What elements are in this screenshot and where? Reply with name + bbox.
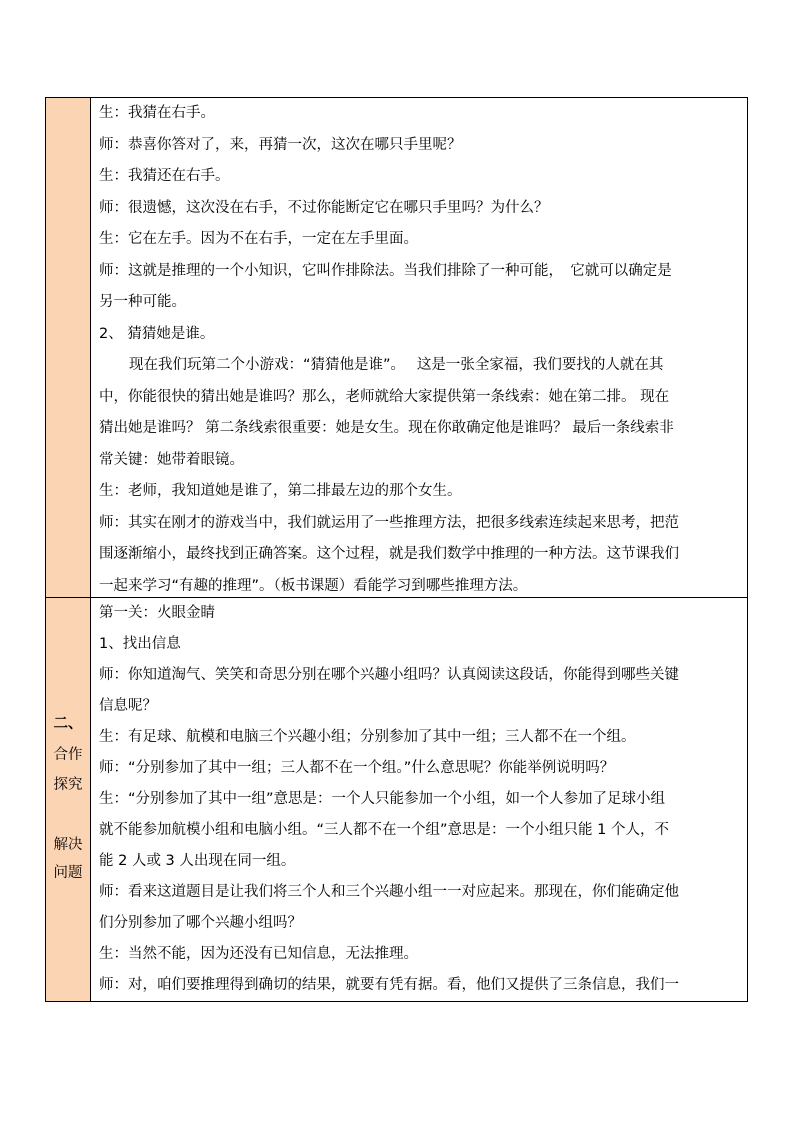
section2-content: [99, 598, 745, 1001]
text-line: 们分别参加了哪个兴趣小组吗？: [99, 915, 302, 931]
text-line: 第一关：火眼金睛: [99, 605, 215, 621]
section2-label-line1: 二、: [53, 716, 83, 732]
section1-side-cell: [46, 98, 91, 597]
text-line: 师：恭喜你答对了，来，再猜一次，这次在哪只手里呢？: [99, 136, 462, 153]
text-line: 生：老师，我知道她是谁了，第二排最左边的那个女生。: [99, 483, 462, 499]
text-line: 师：很遗憾，这次没在右手，不过你能断定它在哪只手里吗？为什么？: [99, 199, 549, 216]
section2-label-line4: 解决: [53, 837, 83, 853]
text-line: 另一种可能。: [99, 294, 186, 310]
section2-label-line3: 探究: [53, 777, 83, 793]
text-line: 生：我猜还在右手。: [99, 168, 230, 184]
section1-content: [99, 98, 745, 602]
text-line: 生：它在左手。因为不在右手，一定在左手里面。: [99, 231, 418, 247]
text-line: 师：其实在刚才的游戏当中，我们就运用了一些推理方法，把很多线索连续起来思考，把范: [99, 514, 679, 531]
text-line: 现在我们玩第二个小游戏：“猜猜他是谁”。 这是一张全家福，我们要找的人就在其: [129, 357, 664, 373]
text-line: 中，你能很快的猜出她是谁吗？那么，老师就给大家提供第一条线索：她在第二排。 现在: [99, 388, 670, 405]
text-line: 能 2 人或 3 人出现在同一组。: [99, 853, 296, 869]
text-line: 师：你知道淘气、笑笑和奇思分别在哪个兴趣小组吗？认真阅读这段话，你能得到哪些关键: [99, 667, 679, 683]
text-line: 1、找出信息: [99, 636, 181, 652]
text-line: 信息呢？: [99, 698, 157, 714]
text-line: 师：对，咱们要推理得到确切的结果，就要有凭有据。看，他们又提供了三条信息，我们一: [99, 977, 679, 993]
text-line: 生：我猜在右手。: [99, 105, 215, 121]
text-line: 师：“分别参加了其中一组；三人都不在一个组。”什么意思呢？你能举例说明吗？: [99, 760, 615, 776]
text-line: 生：有足球、航模和电脑三个兴趣小组；分别参加了其中一组；三人都不在一个组。: [99, 729, 636, 745]
section2-label-line5: 问题: [53, 865, 83, 881]
text-line: 师：看来这道题目是让我们将三个人和三个兴趣小组一一对应起来。那现在，你们能确定他: [99, 884, 679, 900]
section2-label-line2: 合作: [53, 747, 83, 763]
lesson-table: [45, 97, 748, 1002]
text-line: 常关键：她带着眼镜。: [99, 451, 244, 468]
text-line: 围逐渐缩小，最终找到正确答案。这个过程，就是我们数学中推理的一种方法。这节课我们: [99, 546, 679, 562]
text-line: 生：当然不能，因为还没有已知信息，无法推理。: [99, 946, 418, 962]
text-line: 猜出她是谁吗？ 第二条线索很重要：她是女生。现在你敢确定他是谁吗？ 最后一条线索非: [99, 420, 674, 436]
text-line: 一起来学习“有趣的推理”。（板书课题）看能学习到哪些推理方法。: [99, 577, 528, 594]
text-line: 2、 猜猜她是谁。: [99, 325, 215, 342]
text-line: 师：这就是推理的一个小知识，它叫作排除法。当我们排除了一种可能， 它就可以确定是: [99, 262, 672, 279]
text-line: 生：“分别参加了其中一组”意思是：一个人只能参加一个小组，如一个人参加了足球小组: [99, 791, 666, 807]
text-line: 就不能参加航模小组和电脑小组。“三人都不在一个组”意思是：一个小组只能 1 个人，不: [99, 822, 669, 838]
section2-side-cell: [46, 597, 91, 1001]
